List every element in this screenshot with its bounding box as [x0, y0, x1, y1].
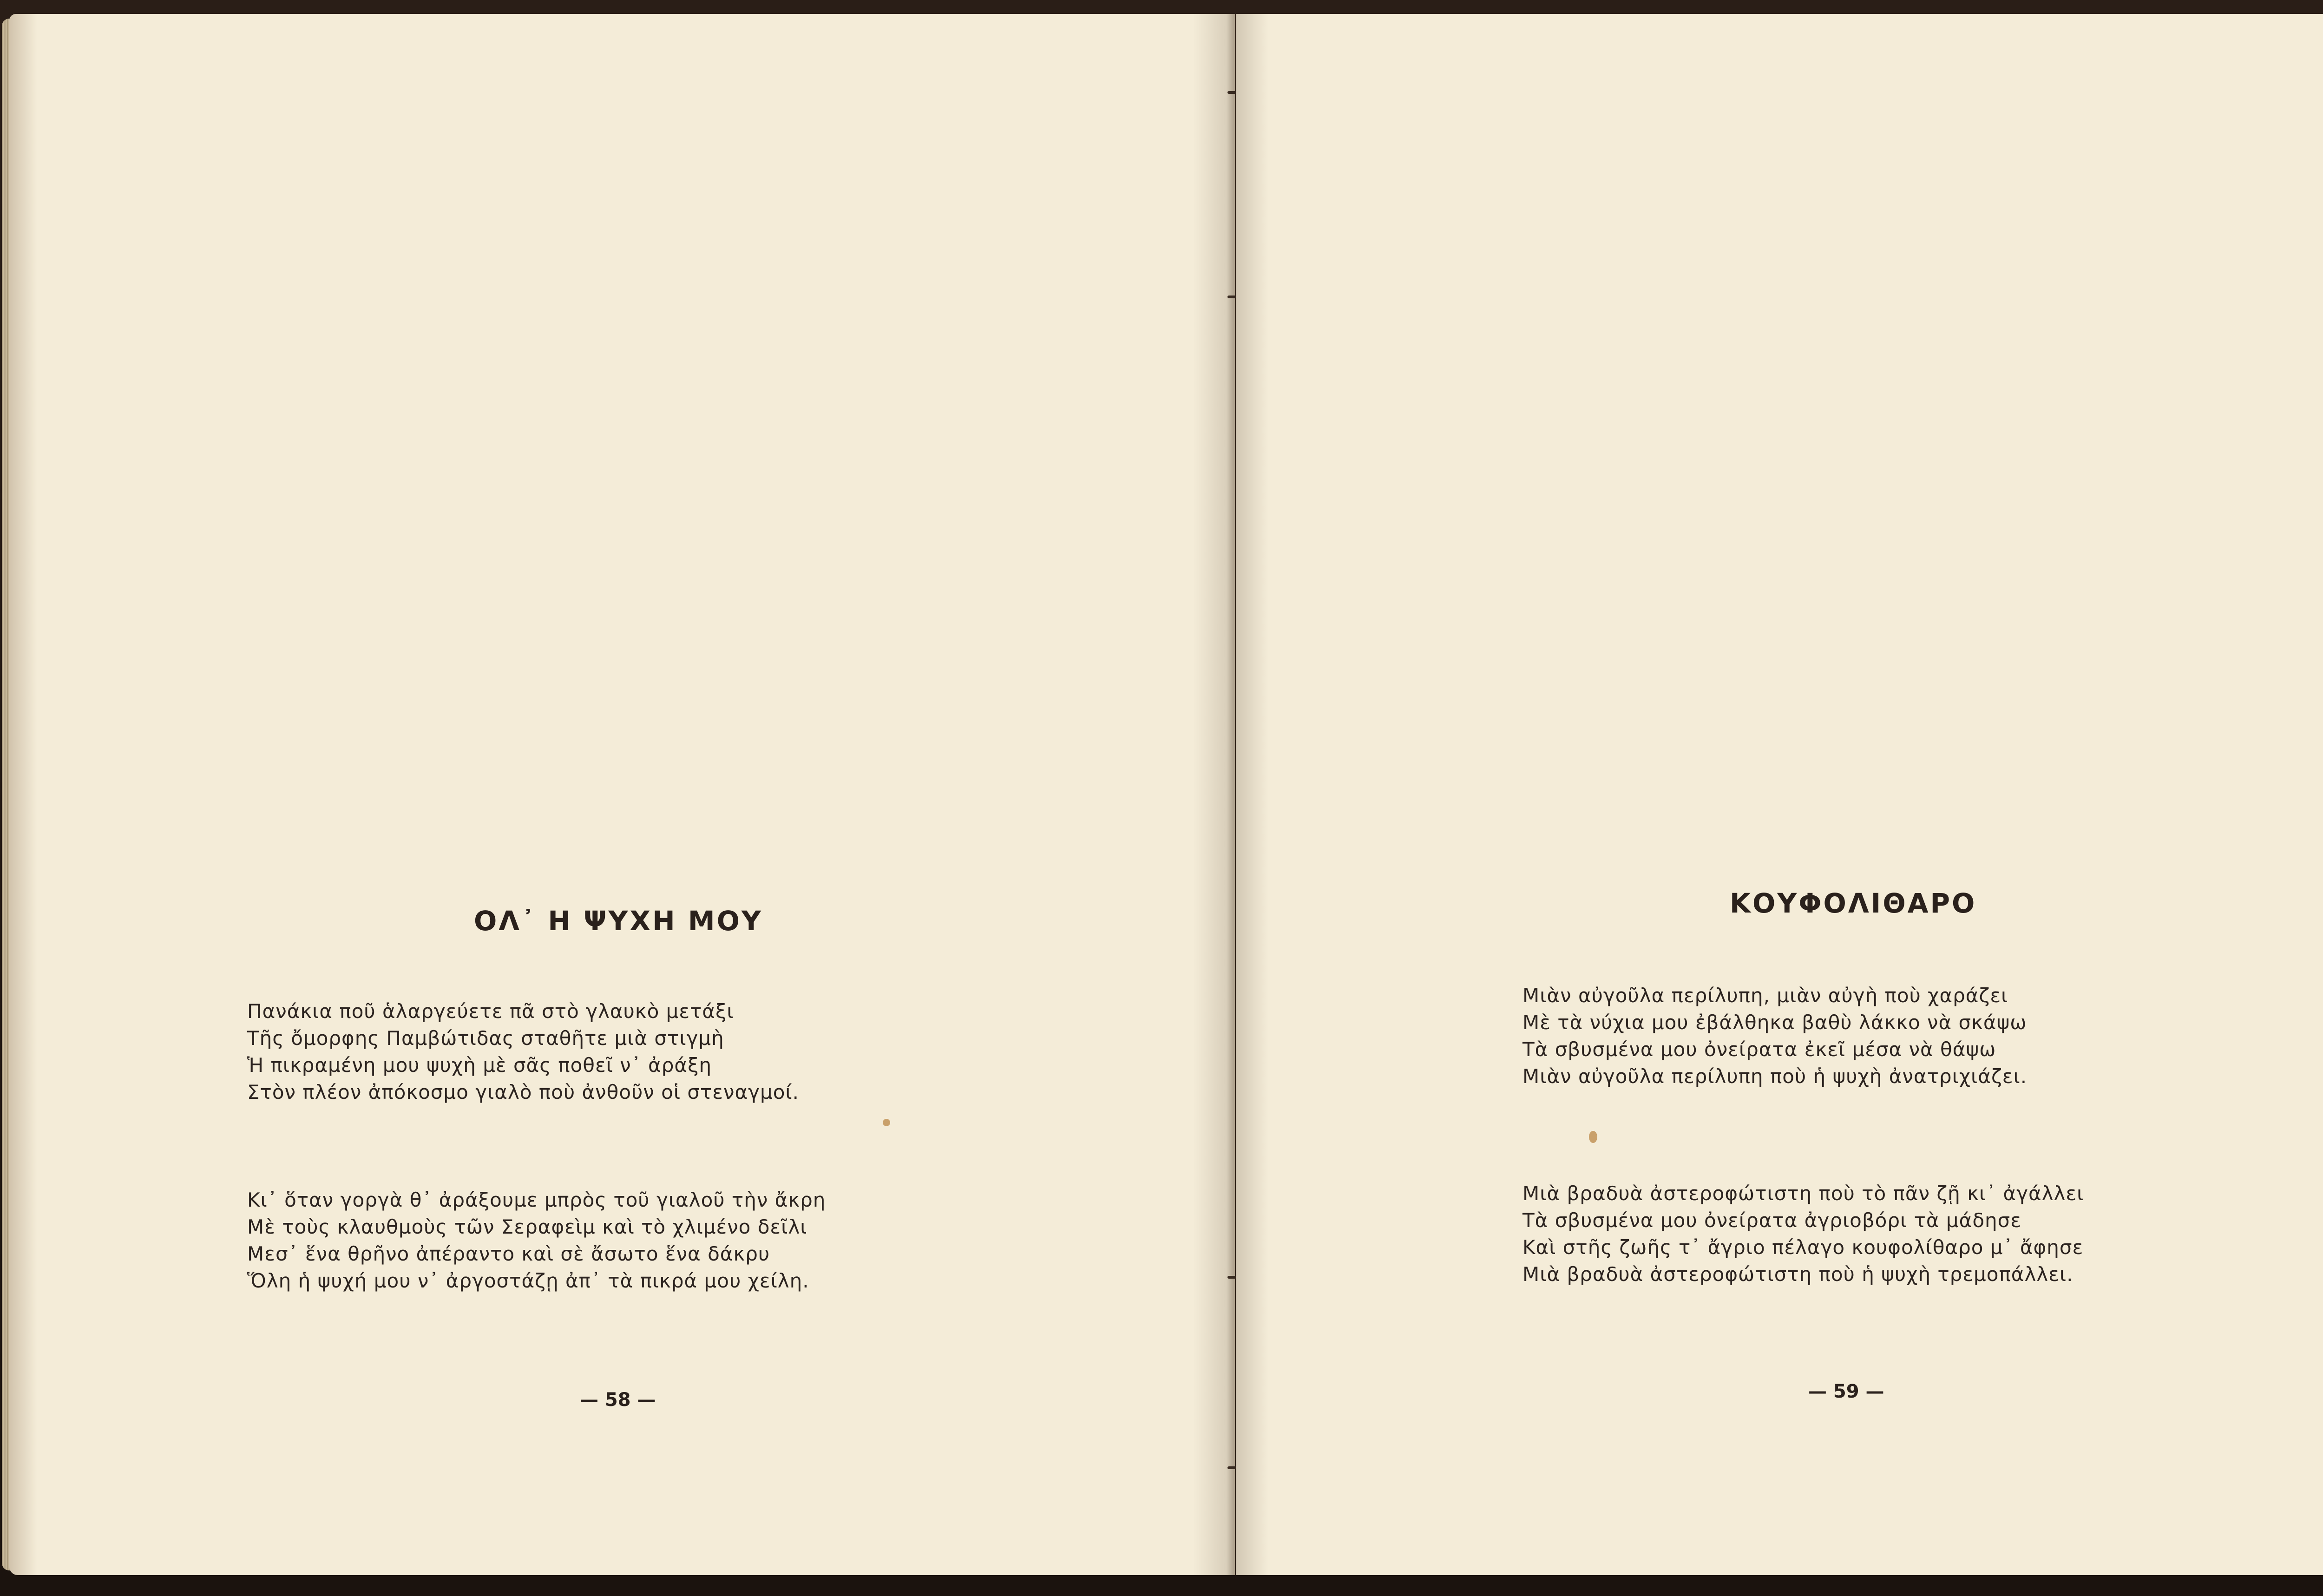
- verse-line: Μὲ τὰ νύχια μου ἐβάλθηκα βαθὺ λάκκο νὰ σκάψω: [1522, 1011, 2027, 1034]
- verse-line: Τὰ σβυσμένα μου ὀνείρατα ἀγριοβόρι τὰ μάδησε: [1522, 1209, 2021, 1232]
- left-page: [9, 14, 1235, 1575]
- right-page: [1236, 14, 2323, 1575]
- right-page-number: — 59 —: [1808, 1381, 1884, 1402]
- verse-line: Μιὰν αὐγοῦλα περίλυπη ποὺ ἡ ψυχὴ ἀνατριχιάζει.: [1522, 1065, 2028, 1088]
- verse-line: Τὰ σβυσμένα μου ὀνείρατα ἐκεῖ μέσα νὰ θάψω: [1522, 1038, 1996, 1061]
- verse-line: Ἡ πικραμένη μου ψυχὴ μὲ σᾶς ποθεῖ ν᾿ ἀράξη: [247, 1054, 712, 1077]
- left-stanza-1: [247, 998, 799, 1106]
- paper-spot: [883, 1119, 890, 1126]
- verse-line: Μεσ᾿ ἕνα θρῆνο ἀπέραντο καὶ σὲ ἄσωτο ἕνα δάκρυ: [247, 1242, 770, 1265]
- verse-line: Τῆς ὄμορφης Παμβώτιδας σταθῆτε μιὰ στιγμὴ: [247, 1027, 724, 1050]
- verse-line: Μιὰ βραδυὰ ἀστεροφώτιστη ποὺ τὸ πᾶν ζῇ κι᾿ ἀγάλλει: [1522, 1182, 2084, 1205]
- right-page-title: ΚΟΥΦΟΛΙΘΑΡΟ: [1730, 887, 1977, 919]
- verse-line: Μιὰν αὐγοῦλα περίλυπη, μιὰν αὐγὴ ποὺ χαράζει: [1522, 984, 2008, 1007]
- left-stanza-2: [247, 1187, 826, 1294]
- left-page-number: — 58 —: [580, 1389, 656, 1411]
- verse-line: Καὶ στῆς ζωῆς τ᾿ ἄγριο πέλαγο κουφολίθαρο μ᾿ ἄφησε: [1522, 1236, 2084, 1259]
- left-page-title: ΟΛ᾿ Η ΨΥΧΗ ΜΟΥ: [474, 905, 763, 937]
- verse-line: Πανάκια ποῦ ἁλαργεύετε πᾶ στὸ γλαυκὸ μετάξι: [247, 1000, 734, 1023]
- right-stanza-1: [1522, 982, 2027, 1090]
- verse-line: Ὅλη ἡ ψυχή μου ν᾿ ἀργοστάζῃ ἀπ᾿ τὰ πικρά μου χείλη.: [247, 1269, 809, 1292]
- right-stanza-2: [1522, 1180, 2084, 1288]
- verse-line: Στὸν πλέον ἀπόκοσμο γιαλὸ ποὺ ἀνθοῦν οἱ στεναγμοί.: [247, 1081, 799, 1103]
- verse-line: Κι᾿ ὅταν γοργὰ θ᾿ ἀράξουμε μπρὸς τοῦ γιαλοῦ τὴν ἄκρη: [247, 1189, 826, 1211]
- paper-spot: [1589, 1131, 1597, 1143]
- verse-line: Μὲ τοὺς κλαυθμοὺς τῶν Σεραφεὶμ καὶ τὸ χλιμένο δεῖλι: [247, 1215, 807, 1238]
- verse-line: Μιὰ βραδυὰ ἀστεροφώτιστη ποὺ ἡ ψυχὴ τρεμοπάλλει.: [1522, 1263, 2074, 1286]
